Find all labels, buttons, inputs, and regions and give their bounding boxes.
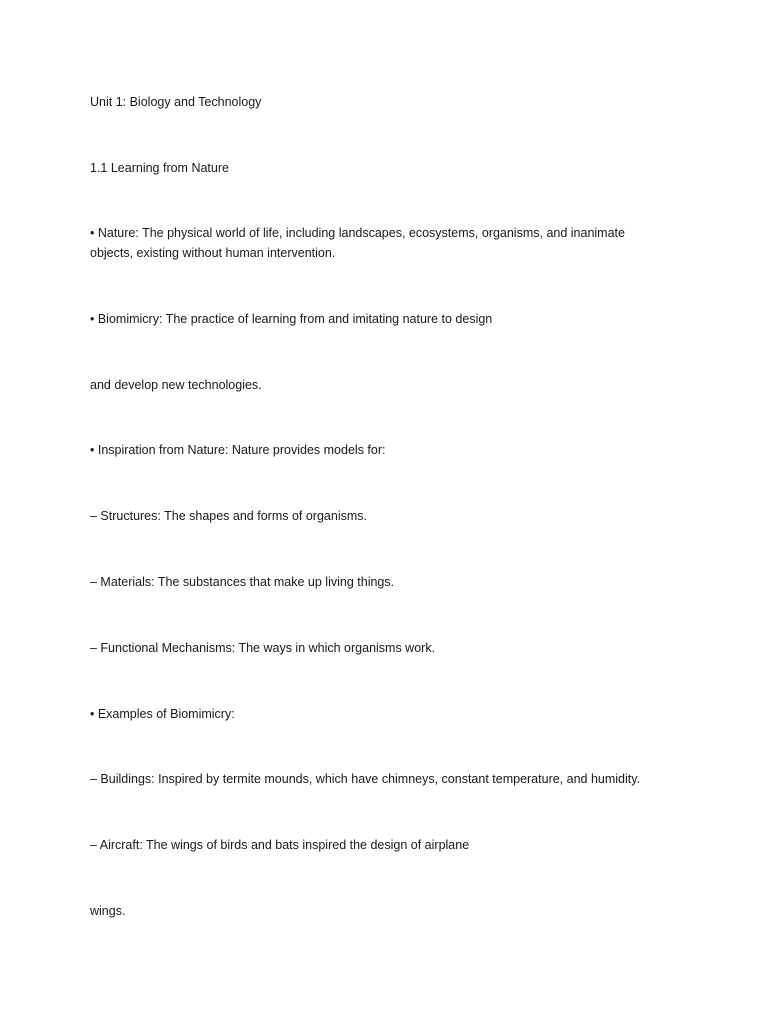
definition-nature: • Nature: The physical world of life, including landscapes, ecosystems, organisms, and inanimate objects, existing without human intervention. <box>90 226 625 260</box>
list-item-structures: – Structures: The shapes and forms of organisms. <box>90 509 367 523</box>
definition-biomimicry: • Biomimicry: The practice of learning from and imitating nature to design <box>90 312 493 326</box>
list-item-aircraft-continued: wings. <box>90 904 126 918</box>
list-item-materials: – Materials: The substances that make up living things. <box>90 575 395 589</box>
section-title: 1.1 Learning from Nature <box>90 161 229 175</box>
definition-biomimicry-continued: and develop new technologies. <box>90 378 262 392</box>
inspiration-heading: • Inspiration from Nature: Nature provides models for: <box>90 443 386 457</box>
list-item-buildings: – Buildings: Inspired by termite mounds, which have chimneys, constant temperature, and humidity. <box>90 772 641 786</box>
list-item-aircraft: – Aircraft: The wings of birds and bats inspired the design of airplane <box>90 838 470 852</box>
unit-title: Unit 1: Biology and Technology <box>90 95 262 109</box>
examples-heading: • Examples of Biomimicry: <box>90 707 235 721</box>
list-item-functional-mechanisms: – Functional Mechanisms: The ways in which organisms work. <box>90 641 436 655</box>
